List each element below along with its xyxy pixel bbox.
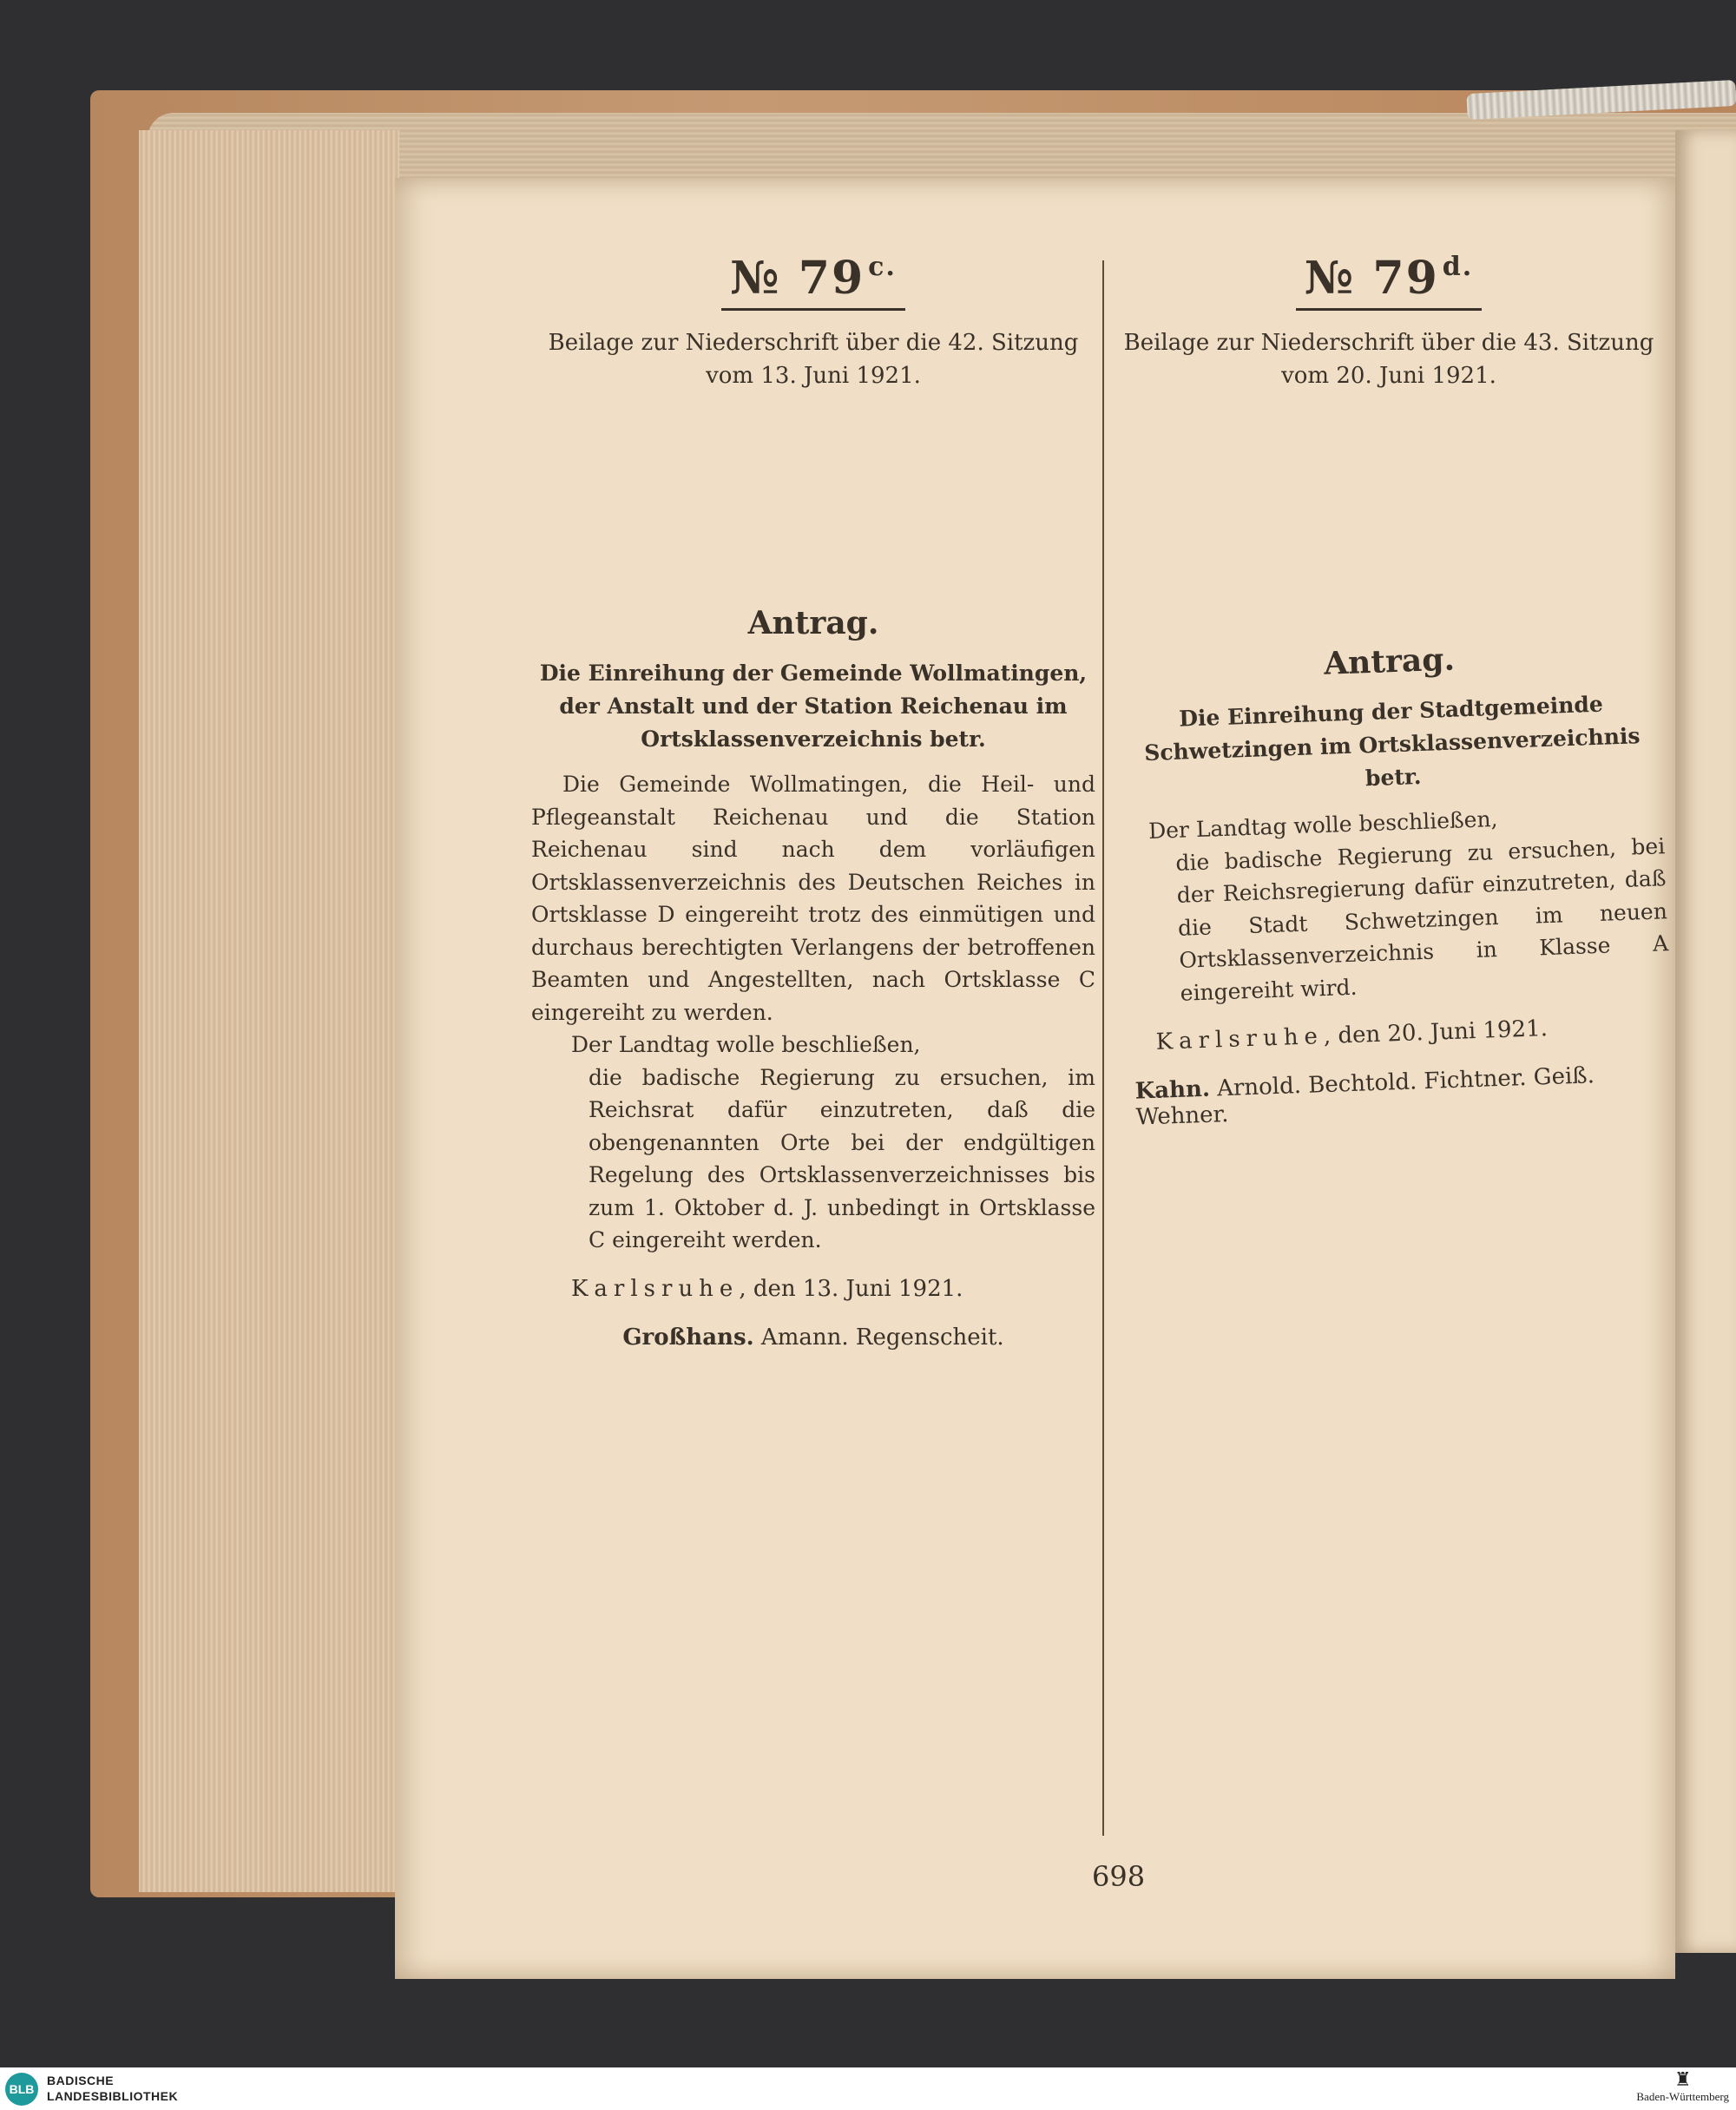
place: Karlsruhe <box>571 1275 740 1302</box>
library-name-line2: LANDESBIBLIOTHEK <box>47 2089 179 2103</box>
place-date <box>531 1276 1095 1302</box>
beilage-note <box>531 326 1095 392</box>
other-signers: Arnold. Bechtold. Fichtner. Geiß. Wehner. <box>1135 1062 1595 1131</box>
body-paragraph: Die Gemeinde Wollmatingen, die Heil- und Pflegeanstalt Reichenau und die Station Reichenau sind nach dem vorläufigen Ortsklassenverzeichnis des Deutschen Reiches in Ortsklasse D eingereiht trotz des einmütigen und durchaus berechtigten Verlangens der betroffenen Beamten und Angestellten, nach Ortsklasse C eingereiht zu werden. <box>531 772 1095 1025</box>
subject-heading: Die Einreihung der Stadtgemeinde Schwetzingen im Ortsklassenverzeichnis betr. <box>1143 691 1641 792</box>
lead-signer: Großhans. <box>622 1324 754 1351</box>
signatories <box>531 1325 1095 1351</box>
library-name[interactable] <box>47 2073 178 2104</box>
footer-bar <box>0 2067 1736 2110</box>
document-number <box>1296 252 1482 311</box>
crest-icon: ♜ <box>1674 2068 1692 2090</box>
blb-logo-icon[interactable] <box>5 2073 38 2106</box>
date: , den 20. Juni 1921. <box>1323 1016 1549 1050</box>
antrag-heading: Antrag. <box>747 605 879 641</box>
number-label: № 79 <box>730 252 865 305</box>
antrag-heading: Antrag. <box>1323 641 1456 682</box>
state-label: Baden-Württemberg <box>1636 2090 1729 2103</box>
document-79c <box>531 252 1095 1351</box>
resolution-text: die badische Regierung zu ersuchen, im Reichsrat dafür einzutreten, daß die obengenannten Orte bei der endgültigen Regelung des Ortsklassenverzeichnisses bis zum 1. Oktober d. J. unbedingt in Ortsklasse C eingereiht werden. <box>589 1064 1095 1252</box>
lead-signer: Kahn. <box>1134 1075 1211 1105</box>
document-number <box>721 252 905 311</box>
resolution-intro: Der Landtag wolle beschließen, <box>1147 805 1498 844</box>
beilage-line: Beilage zur Niederschrift über die 43. Sitzung <box>1123 330 1654 356</box>
number-label: № 79 <box>1304 252 1439 305</box>
library-name-line1: BADISCHE <box>47 2074 115 2087</box>
signatories <box>1134 1060 1674 1131</box>
beilage-date: vom 20. Juni 1921. <box>1281 363 1496 389</box>
next-page-edge <box>1675 130 1736 1953</box>
place-date <box>1133 1011 1672 1056</box>
place: Karlsruhe <box>1155 1023 1325 1055</box>
other-signers: Amann. Regenscheit. <box>760 1324 1004 1351</box>
page-edge-left <box>139 130 399 1892</box>
baden-wuerttemberg-logo[interactable] <box>1636 2069 1729 2104</box>
logo-text: BLB <box>9 2082 35 2096</box>
resolution-text: die badische Regierung zu ersuchen, bei der Reichsregierung dafür einzutreten, daß die Stadt Schwetzingen im neuen Ortsklassenverzeichnis in Klasse A eingereiht wird. <box>1174 832 1669 1006</box>
beilage-line: Beilage zur Niederschrift über die 42. Sitzung <box>548 330 1079 356</box>
number-suffix: c. <box>868 252 897 282</box>
date: , den 13. Juni 1921. <box>739 1275 963 1302</box>
number-suffix: d. <box>1442 252 1474 282</box>
subject-heading: Die Einreihung der Gemeinde Wollmatingen, der Anstalt und der Station Reichenau im Ortsklassenverzeichnis betr. <box>539 661 1088 752</box>
document-79d <box>1120 252 1669 1131</box>
resolution-intro: Der Landtag wolle beschließen, <box>571 1032 921 1057</box>
rotated-block <box>1120 634 1674 1130</box>
beilage-date: vom 13. Juni 1921. <box>706 363 921 389</box>
beilage-note <box>1120 326 1658 392</box>
column-divider <box>1102 260 1104 1836</box>
page-number: 698 <box>1092 1860 1146 1893</box>
